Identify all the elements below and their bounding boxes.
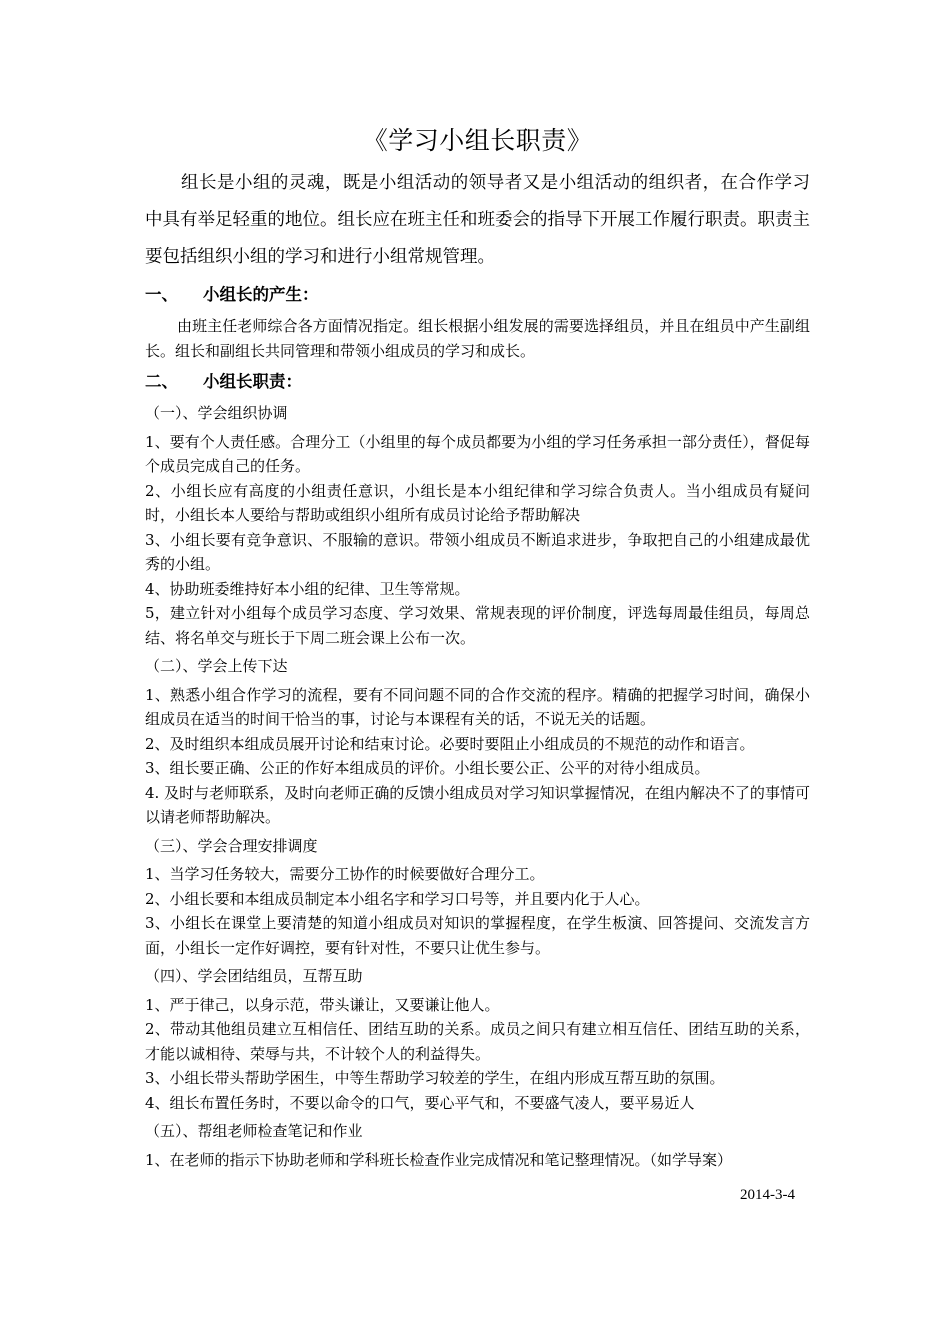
list-item: 4. 及时与老师联系，及时向老师正确的反馈小组成员对学习知识掌握情况，在组内解决不了的事情可以请老师帮助解决。 — [145, 783, 810, 826]
list-item: 1、当学习任务较大，需要分工协作的时候要做好合理分工。 — [145, 865, 545, 883]
list-item: 2、带动其他组员建立互相信任、团结互助的关系。成员之间只有建立相互信任、团结互助的关系，才能以诚相待、荣辱与共，不计较个人的利益得失。 — [145, 1020, 810, 1063]
list-item: 2、及时组织本组成员展开讨论和结束讨论。必要时要阻止小组成员的不规范的动作和语言。 — [145, 734, 755, 753]
list-item: 1、要有个人责任感。合理分工（小组里的每个成员都要为小组的学习任务承担一部分责任），督促每个成员完成自己的任务。 — [145, 432, 810, 475]
subsection-1-heading: （一）、学会组织协调 — [145, 404, 288, 422]
list-item: 5，建立针对小组每个成员学习态度、学习效果、常规表现的评价制度，评选每周最佳组员，每周总结、将名单交与班长于下周二班会课上公布一次。 — [145, 604, 810, 647]
subsection-3-heading: （三）、学会合理安排调度 — [145, 836, 318, 855]
list-item: 2、小组长要和本组成员制定本小组名字和学习口号等，并且要内化于人心。 — [145, 889, 650, 908]
document-page — [145, 125, 810, 1172]
list-item: 1、熟悉小组合作学习的流程，要有不同问题不同的合作交流的程序。精确的把握学习时间，确保小组成员在适当的时间干恰当的事，讨论与本课程有关的话，不说无关的话题。 — [145, 685, 810, 728]
list-item: 1、在老师的指示下协助老师和学科班长检查作业完成情况和笔记整理情况。（如学导案） — [145, 1150, 733, 1169]
list-item: 1、严于律己，以身示范，带头谦让，又要谦让他人。 — [145, 995, 500, 1014]
subsection-5-heading: （五）、帮组老师检查笔记和作业 — [145, 1122, 363, 1140]
document-title: 《学习小组长职责》 — [362, 126, 593, 155]
intro-paragraph: 组长是小组的灵魂，既是小组活动的领导者又是小组活动的组织者，在合作学习中具有举足轻重的地位。组长应在班主任和班委会的指导下开展工作履行职责。职责主要包括组织小组的学习和进行小组常规管理。 — [145, 173, 810, 267]
list-item: 2、小组长应有高度的小组责任意识，小组长是本小组纪律和学习综合负责人。当小组成员有疑问时，小组长本人要给与帮助或组织小组所有成员讨论给予帮助解决 — [145, 481, 810, 524]
list-item: 4、组长布置任务时，不要以命令的口气，要心平气和，不要盛气凌人，要平易近人 — [145, 1093, 695, 1112]
section-1-heading — [145, 282, 810, 308]
list-item: 3、组长要正确、公正的作好本组成员的评价。小组长要公正、公平的对待小组成员。 — [145, 759, 710, 777]
section-1-title: 小组长的产生： — [203, 285, 319, 304]
list-item: 3、小组长要有竞争意识、不服输的意识。带领小组成员不断追求进步，争取把自己的小组建成最优秀的小组。 — [145, 530, 810, 573]
list-item: 3、小组长带头帮助学困生，中等生帮助学习较差的学生，在组内形成互帮互助的氛围。 — [145, 1069, 725, 1087]
subsection-4-heading: （四）、学会团结组员，互帮互助 — [145, 967, 363, 985]
subsection-2-heading: （二）、学会上传下达 — [145, 657, 288, 675]
section-2-heading — [145, 369, 810, 395]
list-item: 3、小组长在课堂上要清楚的知道小组成员对知识的掌握程度，在学生板演、回答提问、交流发言方面，小组长一定作好调控，要有针对性，不要只让优生参与。 — [145, 914, 810, 957]
section-2-title: 小组长职责： — [203, 372, 302, 391]
section-1-body: 由班主任老师综合各方面情况指定。组长根据小组发展的需要选择组员，并且在组员中产生副组长。组长和副组长共同管理和带领小组成员的学习和成长。 — [145, 317, 810, 360]
section-2-number: 二、 — [145, 372, 178, 391]
list-item: 4、协助班委维持好本小组的纪律、卫生等常规。 — [145, 579, 470, 598]
section-1-number: 一、 — [145, 285, 178, 304]
document-date: 2014-3-4 — [740, 1187, 795, 1203]
